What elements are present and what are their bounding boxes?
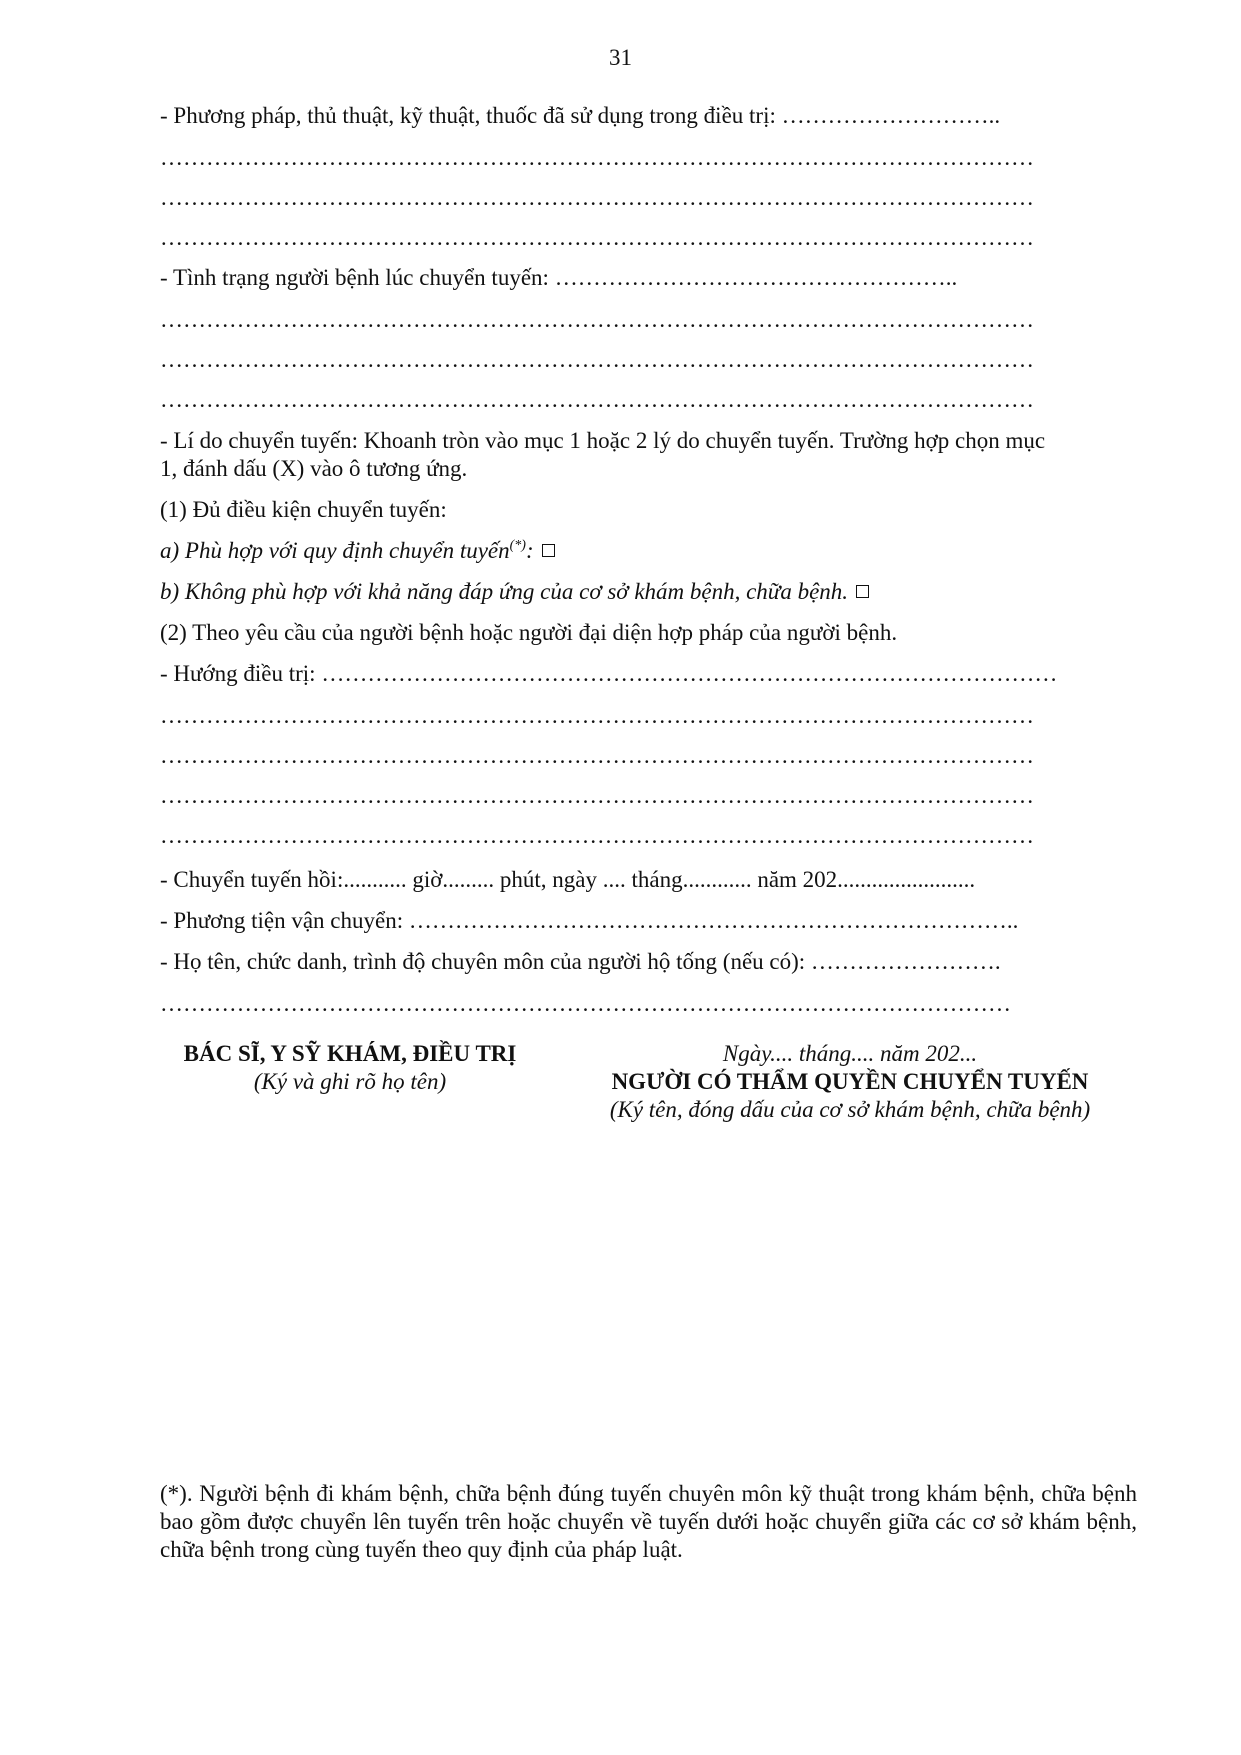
authority-signature-title: NGƯỜI CÓ THẨM QUYỀN CHUYỂN TUYẾN: [611, 1069, 1089, 1094]
reason-1a-checkbox[interactable]: [542, 544, 555, 557]
transport-dots: ……………………………………………………………………..: [403, 908, 1019, 933]
treatment-fill-line: ……………………………………………………………………………………………………: [160, 783, 1034, 808]
treatment-label: - Hướng điều trị:: [160, 661, 316, 686]
reason-option-1b: [160, 578, 869, 606]
treatment-dots: ……………………………………………………………………………………: [315, 661, 1058, 686]
transfer-time-field: - Chuyển tuyến hồi:........... giờ......... phút, ngày .... tháng............ năm 202........................: [160, 867, 976, 892]
signature-block-doctor: [150, 1040, 550, 1096]
condition-field: [160, 264, 957, 292]
reason-option-1a-label: a) Phù hợp với quy định chuyển tuyến: [160, 538, 510, 563]
escort-label: - Họ tên, chức danh, trình độ chuyên môn của người hộ tống (nếu có):: [160, 949, 806, 974]
authority-date: Ngày.... tháng.... năm 202...: [722, 1041, 978, 1066]
doctor-signature-note: (Ký và ghi rõ họ tên): [253, 1069, 447, 1094]
authority-signature-note: (Ký tên, đóng dấu của cơ sở khám bệnh, chữa bệnh): [609, 1097, 1091, 1122]
footnote-marker: (*): [509, 538, 526, 553]
treatment-fill-line: ……………………………………………………………………………………………………: [160, 703, 1034, 728]
reason-option-1: (1) Đủ điều kiện chuyển tuyến:: [160, 497, 447, 522]
reason-option-1b-label: b) Không phù hợp với khả năng đáp ứng của cơ sở khám bệnh, chữa bệnh.: [160, 579, 849, 604]
treatment-field: [160, 660, 1057, 688]
condition-dots: ……………………………………………..: [548, 265, 958, 290]
methods-fill-line: ……………………………………………………………………………………………………: [160, 145, 1034, 170]
condition-fill-line: ……………………………………………………………………………………………………: [160, 307, 1034, 332]
doctor-signature-title: BÁC SĨ, Y SỸ KHÁM, ĐIỀU TRỊ: [183, 1041, 517, 1066]
condition-fill-line: ……………………………………………………………………………………………………: [160, 387, 1034, 412]
methods-field: [160, 102, 1000, 130]
escort-fill-line: …………………………………………………………………………………………………: [160, 991, 1011, 1016]
transport-label: - Phương tiện vận chuyển:: [160, 908, 404, 933]
condition-label: - Tình trạng người bệnh lúc chuyển tuyến:: [160, 265, 549, 290]
methods-fill-line: ……………………………………………………………………………………………………: [160, 185, 1034, 210]
methods-fill-line: ……………………………………………………………………………………………………: [160, 225, 1034, 250]
methods-label: - Phương pháp, thủ thuật, kỹ thuật, thuốc đã sử dụng trong điều trị:: [160, 103, 776, 128]
treatment-fill-line: ……………………………………………………………………………………………………: [160, 823, 1034, 848]
methods-dots: ………………………..: [775, 103, 1001, 128]
escort-field: [160, 948, 1001, 976]
reason-option-2: (2) Theo yêu cầu của người bệnh hoặc người đại diện hợp pháp của người bệnh.: [160, 620, 898, 645]
reason-option-1a: [160, 537, 555, 569]
reason-instruction-line-1: - Lí do chuyển tuyến: Khoanh tròn vào mục 1 hoặc 2 lý do chuyển tuyến. Trường hợp chọn mục: [160, 428, 1046, 453]
reason-1b-checkbox[interactable]: [856, 585, 869, 598]
page-number: 31: [609, 45, 632, 70]
transport-field: [160, 907, 1018, 935]
condition-fill-line: ……………………………………………………………………………………………………: [160, 347, 1034, 372]
treatment-fill-line: ……………………………………………………………………………………………………: [160, 743, 1034, 768]
escort-dots: …………………….: [805, 949, 1001, 974]
signature-block-authority: [570, 1040, 1130, 1124]
reason-option-1a-colon: :: [525, 538, 534, 563]
footnote: (*). Người bệnh đi khám bệnh, chữa bệnh đúng tuyến chuyên môn kỹ thuật trong khám bệnh, chữa bệnh bao gồm được chuyển lên tuyến trên hoặc chuyển về tuyến dưới hoặc chuyển giữa các cơ sở khám bệnh, chữa bệnh trong cùng tuyến theo quy định của pháp luật.: [160, 1481, 1137, 1562]
reason-instruction-line-2: 1, đánh dấu (X) vào ô tương ứng.: [160, 456, 468, 481]
